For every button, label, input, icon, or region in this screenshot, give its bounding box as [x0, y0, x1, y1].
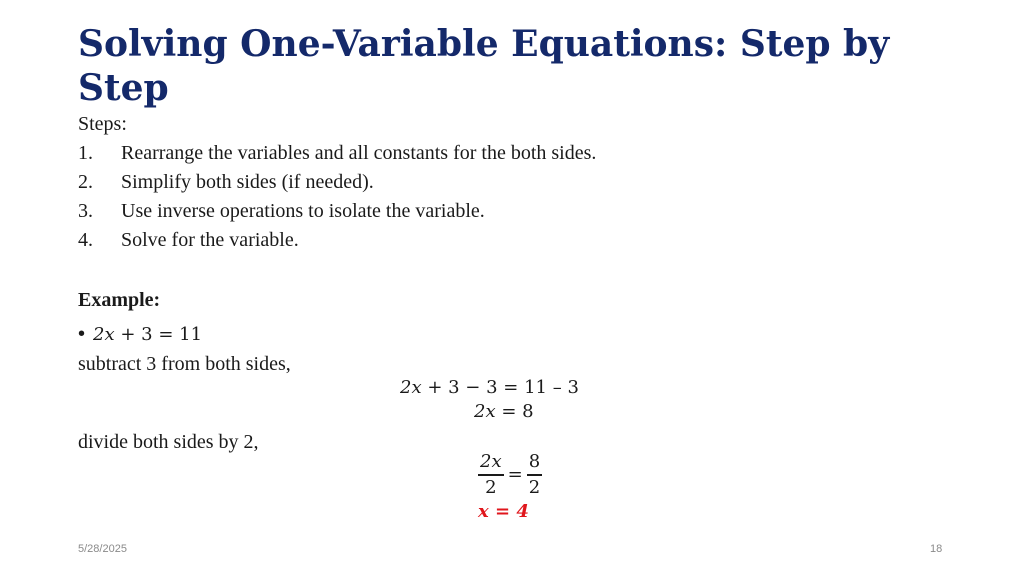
- footer-date: 5/28/2025: [78, 543, 127, 555]
- equation-rest: + 3 = 11: [114, 324, 203, 345]
- equation-rest: = 8: [495, 401, 534, 422]
- step-number: 4.: [78, 229, 93, 251]
- fraction-denominator: 2: [528, 476, 541, 498]
- slide-title: Solving One-Variable Equations: Step by Step: [78, 23, 890, 109]
- step-text: Solve for the variable.: [121, 229, 299, 251]
- equation-step-2: [474, 399, 534, 425]
- variable-term: 2x: [474, 401, 496, 422]
- step-item: [78, 168, 374, 197]
- equation-rest: + 3 − 3 = 11 – 3: [421, 377, 579, 398]
- example-label: Example:: [78, 289, 161, 311]
- fraction-equation: [478, 450, 542, 500]
- variable-term: 2x: [400, 377, 422, 398]
- final-answer: [478, 500, 529, 524]
- bullet-icon: •: [78, 323, 86, 345]
- subtract-instruction: subtract 3 from both sides,: [78, 353, 291, 375]
- fraction-numerator: 2x: [480, 451, 502, 472]
- divide-instruction: divide both sides by 2,: [78, 431, 259, 453]
- step-text: Simplify both sides (if needed).: [121, 171, 374, 193]
- variable-term: 2x: [93, 324, 115, 345]
- step-number: 1.: [78, 142, 93, 164]
- equation-step-1: [400, 375, 579, 401]
- initial-equation: [78, 320, 202, 349]
- fraction-left: [478, 450, 504, 500]
- step-number: 2.: [78, 171, 93, 193]
- step-item: [78, 226, 299, 255]
- equals-sign: =: [507, 464, 523, 486]
- step-text: Use inverse operations to isolate the variable.: [121, 200, 485, 222]
- fraction-numerator: 8: [528, 451, 541, 472]
- answer-text: x = 4: [478, 501, 529, 522]
- step-item: [78, 197, 485, 226]
- step-item: [78, 139, 596, 168]
- steps-label: Steps:: [78, 113, 127, 135]
- fraction-right: [527, 450, 542, 500]
- fraction-denominator: 2: [485, 476, 497, 498]
- step-number: 3.: [78, 200, 93, 222]
- step-text: Rearrange the variables and all constants for the both sides.: [121, 142, 597, 164]
- page-number: 18: [930, 543, 943, 555]
